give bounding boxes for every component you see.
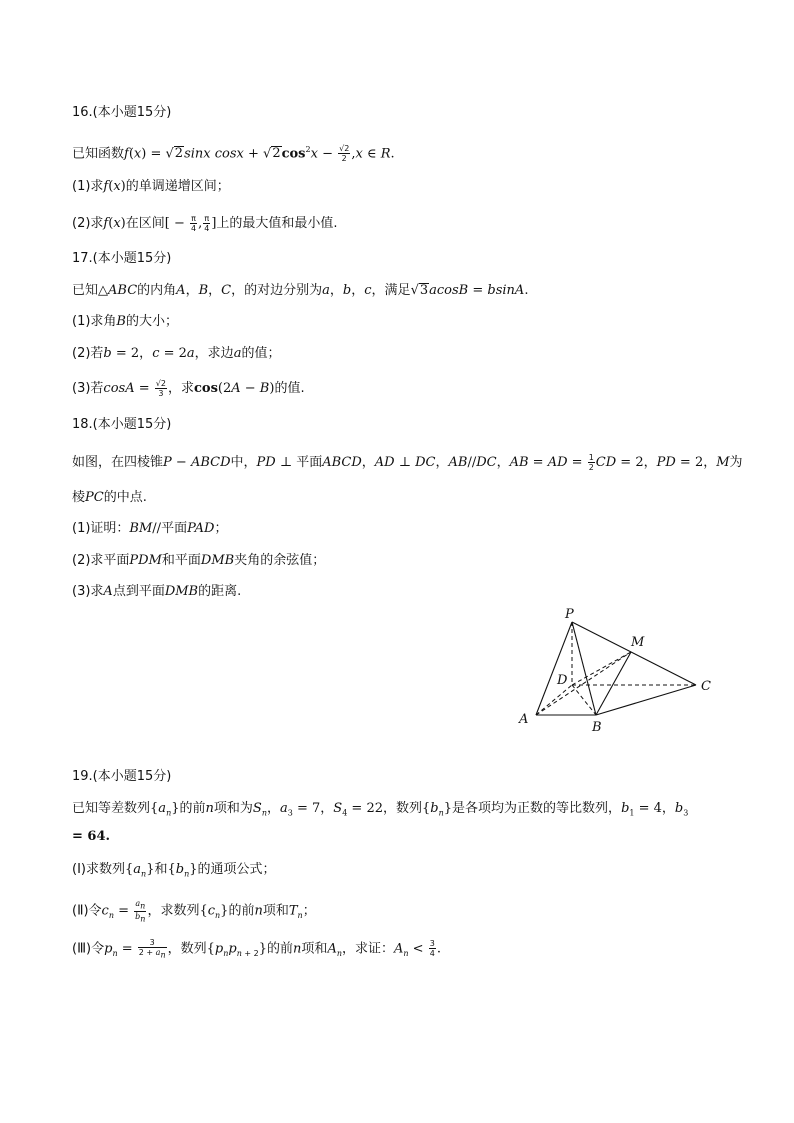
pyramid-figure: [510, 600, 730, 740]
label-B: B: [592, 720, 602, 735]
q19-stem-2: = 64.: [72, 829, 111, 844]
edge-BC: [596, 685, 696, 715]
q17-header: 17.(本小题15分): [72, 251, 172, 266]
label-D: D: [557, 673, 568, 688]
q19-stem: 已知等差数列$\{a_n\}$的前n项和为$S_n$，$a_3 = 7$，$S_4 = 22$，数列$\{b_n\}$是各项均为正数的等比数列，$b_1 = 4$，$b_3$: [72, 801, 689, 818]
q18-header: 18.(本小题15分): [72, 417, 172, 432]
edge-AM: [536, 652, 631, 715]
q19-sub1: (Ⅰ)求数列$\{a_n\}$和$\{b_n\}$的通项公式；: [72, 862, 276, 879]
label-P: P: [565, 607, 574, 622]
edge-PC: [572, 622, 696, 685]
edge-PB: [572, 622, 596, 715]
q18-sub2: (2)求平面PDM和平面DMB夹角的余弦值；: [72, 553, 326, 568]
q19-header: 19.(本小题15分): [72, 769, 172, 784]
q19-sub2: (Ⅱ)令$c_n$ = $\frac{a_n}{b_n}$ ，求数列$\{c_n\}$的前n项和$T_n$；: [72, 899, 316, 924]
q16-sub2: (2)求f(x)在区间[ − $\frac{\pi}{4}$ , $\frac{\pi}{4}$ ]上的最大值和最小值.: [72, 214, 338, 233]
q17-sub2: (2)若b = 2，c = 2a，求边a的值；: [72, 346, 281, 361]
label-M: M: [631, 635, 645, 650]
q18-sub1: (1)证明：BM//平面PAD；: [72, 521, 228, 536]
q16-stem: 已知函数f(x) = √2sinx $\cos x + √2\cos^2x$ − $\frac{√2}{2}$ ,x ∈ R.: [72, 144, 395, 164]
q16-header: 16.(本小题15分): [72, 105, 172, 120]
label-C: C: [701, 679, 711, 694]
q19-sub3: (Ⅲ)令$p_n$ = $\frac{3}{2 + a_n}$ ，数列$\{p_np_{n + 2}\}$的前n项和$A_n$，求证：$A_n$ < $\frac{3}{4}$ .: [72, 938, 441, 960]
q17-stem: 已知△ABC的内角A，B，C，的对边分别为a，b，c，满足√3acosB = bsinA.: [72, 283, 529, 298]
q18-sub3: (3)求A点到平面DMB的距离.: [72, 584, 242, 599]
q18-stem: 如图，在四棱锥P − ABCD中，PD ⊥ 平面ABCD，AD ⊥ DC，AB//DC，AB = AD = $\frac{1}{2}$ CD = 2，PD = 2，M为: [72, 453, 743, 472]
edge-PA: [536, 622, 572, 715]
q17-sub1: (1)求角B的大小；: [72, 314, 178, 329]
q17-sub3: (3)若cosA = $\frac{√2}{3}$ ，求cos(2A − B)的值.: [72, 379, 305, 398]
q16-sub1: (1)求f(x)的单调递增区间；: [72, 179, 230, 194]
q18-stem-2: 棱PC的中点.: [72, 490, 147, 505]
label-A: A: [519, 712, 529, 727]
